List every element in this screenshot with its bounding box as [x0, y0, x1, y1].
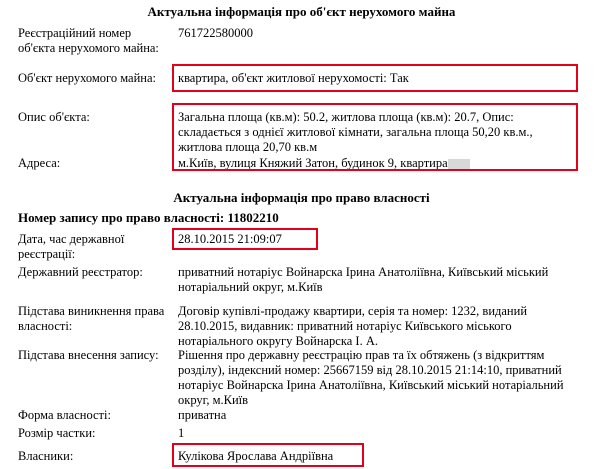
field-value-owners: Кулікова Ярослава Андріївна	[178, 449, 334, 463]
field-value-record-basis: Рішення про державну реєстрацію прав та їх обтяжень (з відкриттям розділу), індексний номер: 25667159 від 28.10.2015 21:14:10, приватний нотаріус Войнарска Ірина Анатоліївна, Київський міський нотаріальний округ, м.Київ	[178, 348, 564, 407]
field-label-ownership-basis: Підстава виникнення права власності:	[18, 304, 165, 333]
field-value-registration-datetime: 28.10.2015 21:09:07	[178, 232, 282, 246]
field-label-state-registrar: Державний реєстратор:	[18, 265, 143, 279]
field-value-ownership-form: приватна	[178, 408, 227, 422]
highlight-box-owners	[172, 443, 364, 467]
field-label-registration-number: Реєстраційний номер об'єкта нерухомого майна:	[18, 26, 159, 55]
field-value-state-registrar: приватний нотаріус Войнарска Ірина Анатоліївна, Київський міський нотаріальний округ, м.Київ	[178, 265, 549, 294]
section-title-ownership-info: Актуальна інформація про право власності	[173, 190, 430, 205]
highlight-box-object-type	[172, 64, 578, 92]
section-title-object-info: Актуальна інформація про об'єкт нерухомого майна	[147, 4, 456, 19]
field-value-object-type: квартира, об'єкт житлової нерухомості: Так	[178, 71, 409, 85]
field-value-share-size: 1	[178, 426, 185, 440]
highlight-box-registration-datetime	[172, 228, 318, 250]
field-label-object-description: Опис об'єкта:	[18, 110, 90, 124]
field-label-record-basis: Підстава внесення запису:	[18, 348, 159, 362]
field-value-registration-number: 761722580000	[178, 26, 253, 40]
field-value-object-description: Загальна площа (кв.м): 50.2, житлова площа (кв.м): 20.7, Опис: складається з однієї житлової кімнати, загальна площа 50,20 кв.м., житлова площа 20,70 кв.м	[178, 110, 533, 154]
highlight-box-description-address	[172, 103, 578, 171]
field-label-ownership-form: Форма власності:	[18, 408, 111, 422]
field-label-owners: Власники:	[18, 449, 74, 463]
field-label-address: Адреса:	[18, 156, 61, 170]
address-text: м.Київ, вулиця Княжий Затон, будинок 9, квартира	[178, 156, 448, 170]
field-label-object-type: Об'єкт нерухомого майна:	[18, 71, 156, 85]
ownership-record-number: Номер запису про право власності: 11802210	[18, 210, 279, 225]
field-label-share-size: Розмір частки:	[18, 426, 96, 440]
field-value-ownership-basis: Договір купівлі-продажу квартири, серія та номер: 1232, виданий 28.10.2015, видавник: приватний нотаріус Київського міського нотаріального округу Войнарска І. А.	[178, 304, 528, 348]
field-label-registration-datetime: Дата, час державної реєстрації:	[18, 232, 125, 261]
